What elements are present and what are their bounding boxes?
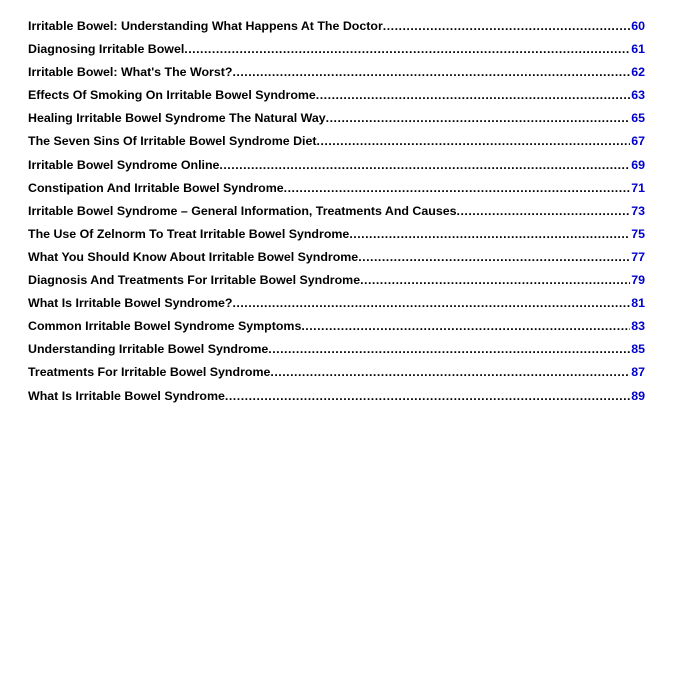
toc-entry-title: Irritable Bowel: What's The Worst? [28, 65, 233, 80]
toc-entry-title: Irritable Bowel: Understanding What Happens At The Doctor [28, 19, 383, 33]
toc-entry[interactable] [28, 88, 645, 111]
toc-entry[interactable] [28, 296, 645, 319]
toc-dot-leader [316, 88, 630, 102]
toc-entry-title: Healing Irritable Bowel Syndrome The Natural Way [28, 111, 326, 126]
toc-entry[interactable] [28, 319, 645, 342]
toc-entry-title: The Seven Sins Of Irritable Bowel Syndrome Diet [28, 134, 317, 149]
toc-entry[interactable] [28, 342, 645, 365]
toc-page-number[interactable]: 79 [631, 273, 645, 288]
toc-entry-title: Diagnosis And Treatments For Irritable Bowel Syndrome [28, 273, 361, 288]
toc-entry[interactable] [28, 134, 645, 157]
toc-page-number[interactable]: 81 [631, 296, 645, 311]
toc-entry-title: Understanding Irritable Bowel Syndrome [28, 342, 269, 357]
toc-entry[interactable] [28, 65, 645, 88]
toc-dot-leader [457, 204, 631, 218]
toc-dot-leader [219, 158, 630, 172]
toc-dot-leader [268, 342, 630, 356]
toc-entry-title: What You Should Know About Irritable Bowel Syndrome [28, 249, 359, 264]
toc-dot-leader [326, 111, 631, 125]
toc-entry-title: Common Irritable Bowel Syndrome Symptoms [28, 319, 302, 334]
toc-page-number[interactable]: 87 [631, 365, 645, 380]
toc-entry-title: Constipation And Irritable Bowel Syndrome [28, 180, 284, 195]
toc-page-number[interactable]: 63 [631, 88, 645, 103]
toc-entry[interactable] [28, 273, 645, 296]
toc-dot-leader [232, 65, 630, 79]
toc-entry[interactable] [28, 204, 645, 227]
toc-dot-leader [284, 181, 631, 195]
toc-entry-title: Treatments For Irritable Bowel Syndrome [28, 365, 271, 380]
toc-page-number[interactable]: 65 [631, 111, 645, 126]
toc-page-number[interactable]: 85 [631, 342, 645, 357]
toc-page-number[interactable]: 75 [631, 226, 645, 241]
table-of-contents [28, 19, 645, 412]
toc-page-number[interactable]: 61 [631, 42, 645, 57]
toc-dot-leader [225, 389, 630, 403]
toc-entry-title: Irritable Bowel Syndrome – General Information, Treatments And Causes [28, 203, 457, 218]
toc-entry-title: Irritable Bowel Syndrome Online [28, 157, 220, 172]
toc-page-number[interactable]: 89 [631, 388, 645, 403]
toc-entry-title: What Is Irritable Bowel Syndrome [28, 388, 225, 403]
toc-dot-leader [383, 19, 630, 33]
toc-entry-title: The Use Of Zelnorm To Treat Irritable Bowel Syndrome [28, 226, 350, 241]
toc-entry-title: Diagnosing Irritable Bowel [28, 42, 185, 57]
toc-entry[interactable] [28, 158, 645, 181]
toc-page-number[interactable]: 71 [631, 180, 645, 195]
toc-dot-leader [358, 250, 630, 264]
toc-page-number[interactable]: 77 [631, 249, 645, 264]
toc-page-number[interactable]: 62 [631, 65, 645, 80]
toc-entry-title: What Is Irritable Bowel Syndrome? [28, 296, 233, 311]
toc-entry[interactable] [28, 181, 645, 204]
toc-entry[interactable] [28, 42, 645, 65]
toc-dot-leader [317, 134, 631, 148]
toc-entry[interactable] [28, 19, 645, 42]
toc-entry[interactable] [28, 389, 645, 412]
toc-page-number[interactable]: 67 [631, 134, 645, 149]
toc-entry[interactable] [28, 227, 645, 250]
toc-entry[interactable] [28, 250, 645, 273]
toc-page-number[interactable]: 73 [631, 203, 645, 218]
toc-dot-leader [349, 227, 630, 241]
toc-page-number[interactable]: 60 [631, 19, 645, 33]
toc-page-number[interactable]: 83 [631, 319, 645, 334]
toc-dot-leader [301, 319, 630, 333]
toc-entry[interactable] [28, 111, 645, 134]
toc-dot-leader [360, 273, 630, 287]
toc-dot-leader [184, 42, 630, 56]
toc-dot-leader [270, 365, 630, 379]
toc-dot-leader [232, 296, 630, 310]
toc-page-number[interactable]: 69 [631, 157, 645, 172]
toc-entry-title: Effects Of Smoking On Irritable Bowel Syndrome [28, 88, 316, 103]
toc-entry[interactable] [28, 365, 645, 388]
